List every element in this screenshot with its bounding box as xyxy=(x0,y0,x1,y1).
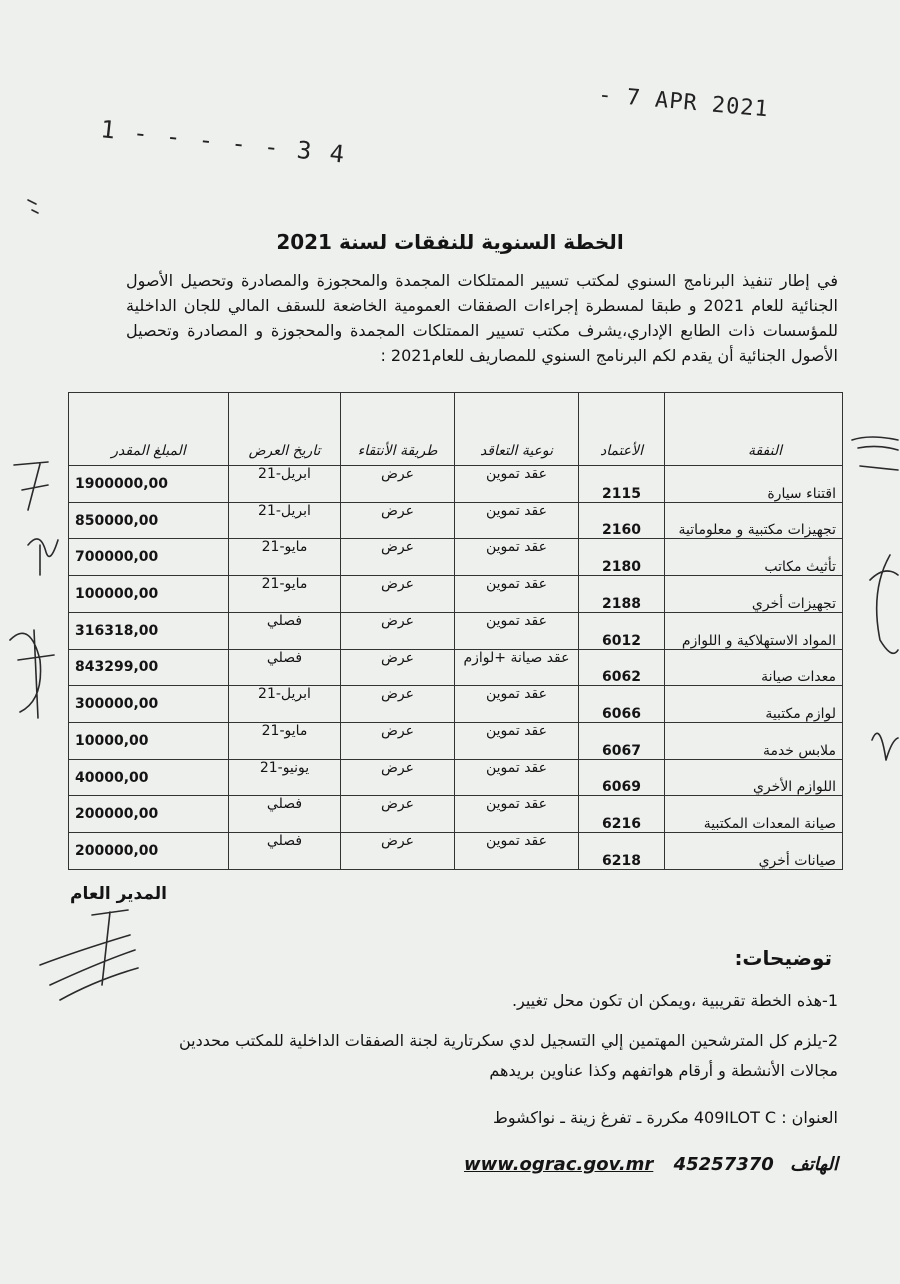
cell-method: عرض xyxy=(341,723,455,760)
margin-mark-3 xyxy=(10,630,54,718)
margin-mark-right-3 xyxy=(872,733,898,760)
website-link[interactable]: www.ograc.gov.mr xyxy=(463,1154,654,1175)
header-expense: النفقة xyxy=(665,393,843,466)
table-header-row xyxy=(69,393,843,466)
cell-amount: 40000,00 xyxy=(69,759,229,796)
header-code: الأعتماد xyxy=(579,393,665,466)
cell-method: عرض xyxy=(341,539,455,576)
cell-method: عرض xyxy=(341,466,455,503)
cell-code: 6012 xyxy=(579,612,665,649)
cell-date: مايو-21 xyxy=(229,539,341,576)
header-date: تاريخ العرض xyxy=(229,393,341,466)
cell-method: عرض xyxy=(341,796,455,833)
cell-method: عرض xyxy=(341,649,455,686)
cell-contract-type: عقد تموين xyxy=(455,612,579,649)
cell-contract-type: عقد تموين xyxy=(455,833,579,870)
cell-expense: المواد الاستهلاكية و اللوازم xyxy=(665,612,843,649)
cell-contract-type: عقد صيانة +لوازم xyxy=(455,649,579,686)
cell-method: عرض xyxy=(341,502,455,539)
cell-code: 2160 xyxy=(579,502,665,539)
cell-amount: 100000,00 xyxy=(69,576,229,613)
cell-method: عرض xyxy=(341,686,455,723)
cell-contract-type: عقد تموين xyxy=(455,796,579,833)
table-row xyxy=(69,612,843,649)
expense-table-wrapper xyxy=(68,392,842,870)
cell-code: 2188 xyxy=(579,576,665,613)
cell-method: عرض xyxy=(341,833,455,870)
cell-code: 6216 xyxy=(579,796,665,833)
cell-date: يونيو-21 xyxy=(229,759,341,796)
cell-amount: 200000,00 xyxy=(69,796,229,833)
cell-amount: 850000,00 xyxy=(69,502,229,539)
cell-date: فصلي xyxy=(229,649,341,686)
header-amount: المبلغ المقدر xyxy=(69,393,229,466)
cell-amount: 843299,00 xyxy=(69,649,229,686)
address-line: العنوان : 409ILOT C مكررة ـ تفرغ زينة ـ نواكشوط xyxy=(493,1108,838,1127)
cell-expense: صيانات أخري xyxy=(665,833,843,870)
cell-expense: تجهيزات أخري xyxy=(665,576,843,613)
signature-scribble xyxy=(40,910,138,1000)
cell-expense: اللوازم الأخري xyxy=(665,759,843,796)
cell-code: 6067 xyxy=(579,723,665,760)
table-row xyxy=(69,539,843,576)
cell-contract-type: عقد تموين xyxy=(455,539,579,576)
phone-label: الهاتف xyxy=(790,1154,838,1175)
cell-code: 6062 xyxy=(579,649,665,686)
expense-table xyxy=(68,392,843,870)
cell-amount: 700000,00 xyxy=(69,539,229,576)
corner-dots xyxy=(28,200,38,213)
cell-amount: 200000,00 xyxy=(69,833,229,870)
margin-mark-1 xyxy=(14,462,48,510)
margin-mark-right-2 xyxy=(870,555,898,653)
notes-heading: توضيحات: xyxy=(734,946,832,970)
note-item-1: 1-هذه الخطة تقريبية ،ويمكن ان تكون محل تغيير. xyxy=(511,991,838,1010)
cell-code: 6069 xyxy=(579,759,665,796)
cell-contract-type: عقد تموين xyxy=(455,576,579,613)
cell-date: ابريل-21 xyxy=(229,502,341,539)
cell-expense: تجهيزات مكتبية و معلوماتية xyxy=(665,502,843,539)
cell-code: 2115 xyxy=(579,466,665,503)
table-row xyxy=(69,759,843,796)
cell-method: عرض xyxy=(341,759,455,796)
margin-mark-2 xyxy=(28,539,58,575)
table-row xyxy=(69,833,843,870)
cell-contract-type: عقد تموين xyxy=(455,466,579,503)
cell-date: فصلي xyxy=(229,833,341,870)
cell-method: عرض xyxy=(341,612,455,649)
table-row xyxy=(69,649,843,686)
margin-mark-right-1 xyxy=(852,437,898,470)
table-row xyxy=(69,796,843,833)
cell-contract-type: عقد تموين xyxy=(455,686,579,723)
table-row xyxy=(69,502,843,539)
table-row xyxy=(69,466,843,503)
cell-expense: صيانة المعدات المكتبية xyxy=(665,796,843,833)
cell-expense: معدات صيانة xyxy=(665,649,843,686)
cell-expense: لوازم مكتبية xyxy=(665,686,843,723)
table-row xyxy=(69,576,843,613)
cell-date: ابريل-21 xyxy=(229,466,341,503)
table-row xyxy=(69,723,843,760)
cell-contract-type: عقد تموين xyxy=(455,759,579,796)
note-item-2: 2-يلزم كل المترشحين المهتمين إلي التسجيل لدي سكرتارية لجنة الصفقات الداخلية للمكتب محددين مجالات الأنشطة و أرقام هواتفهم وكذا عناوين بريدهم xyxy=(178,1031,838,1080)
cell-amount: 316318,00 xyxy=(69,612,229,649)
cell-code: 2180 xyxy=(579,539,665,576)
document-title: الخطة السنوية للنفقات لسنة 2021 xyxy=(276,230,624,254)
cell-date: فصلي xyxy=(229,612,341,649)
phone-number: 45257370 xyxy=(673,1154,774,1175)
cell-expense: ملابس خدمة xyxy=(665,723,843,760)
cell-code: 6066 xyxy=(579,686,665,723)
cell-method: عرض xyxy=(341,576,455,613)
cell-date: مايو-21 xyxy=(229,576,341,613)
cell-contract-type: عقد تموين xyxy=(455,723,579,760)
cell-amount: 1900000,00 xyxy=(69,466,229,503)
director-label: المدير العام xyxy=(70,884,167,904)
intro-paragraph: في إطار تنفيذ البرنامج السنوي لمكتب تسيير الممتلكات المجمدة والمحجوزة والمصادرة وتحصيل الأصول الجنائية للعام 2021 و طبقا لمسطرة إجراءات الصفقات العمومية الخاضعة للسقف المالي للجان الداخلية للمؤسسات ذات الطابع الإداري،يشرف مكتب تسيير الممتلكات المجمدة والمحجوزة و المصادرة وتحصيل الأصول الجنائية أن يقدم لكم البرنامج السنوي للمصاريف للعام2021 : xyxy=(126,271,838,365)
cell-amount: 300000,00 xyxy=(69,686,229,723)
table-row xyxy=(69,686,843,723)
cell-expense: تأثيث مكاتب xyxy=(665,539,843,576)
contact-line xyxy=(126,1154,838,1175)
cell-date: ابريل-21 xyxy=(229,686,341,723)
cell-expense: اقتناء سيارة xyxy=(665,466,843,503)
date-stamp: - 7 APR 2021 xyxy=(597,82,770,123)
cell-date: مايو-21 xyxy=(229,723,341,760)
handwritten-reference: 1 - - - - - 3 4 xyxy=(99,115,348,169)
cell-amount: 10000,00 xyxy=(69,723,229,760)
header-contract-type: نوعية التعاقد xyxy=(455,393,579,466)
cell-code: 6218 xyxy=(579,833,665,870)
header-method: طريقة الأنتقاء xyxy=(341,393,455,466)
cell-date: فصلي xyxy=(229,796,341,833)
cell-contract-type: عقد تموين xyxy=(455,502,579,539)
